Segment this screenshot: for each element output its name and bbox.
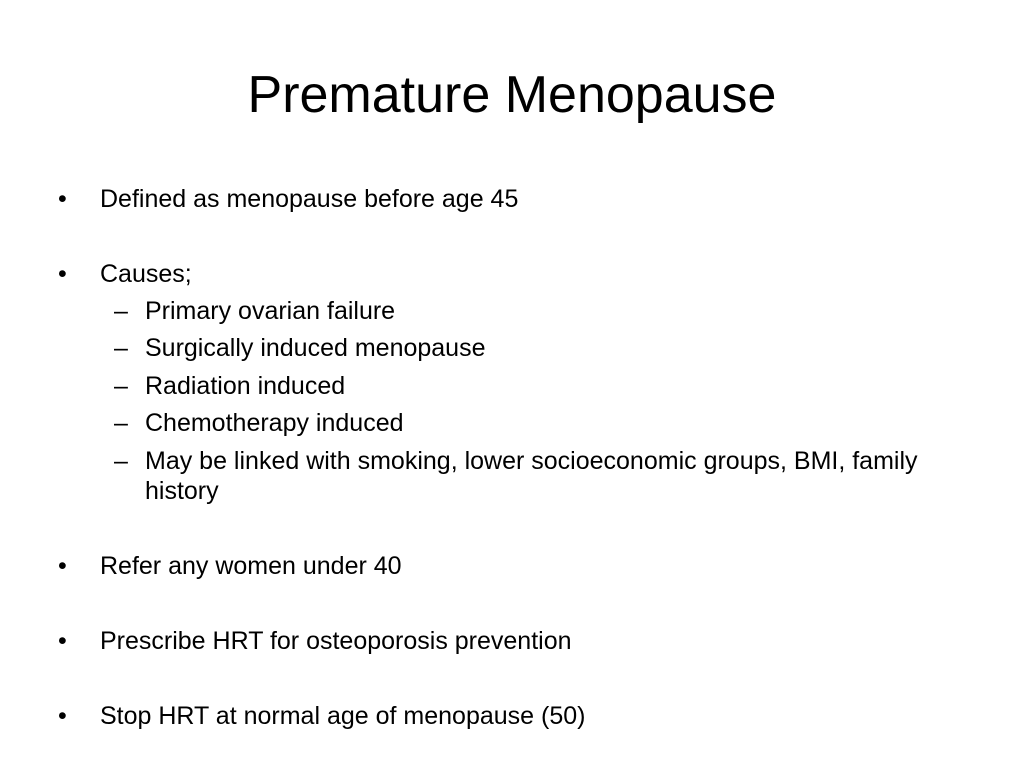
- bullet-icon: •: [58, 702, 67, 730]
- dash-icon: –: [114, 297, 128, 325]
- bullet-icon: •: [58, 260, 67, 288]
- dash-icon: –: [114, 409, 128, 437]
- sub-bullet-text: Primary ovarian failure: [145, 297, 396, 325]
- bullet-text: Refer any women under 40: [100, 552, 402, 580]
- dash-icon: –: [114, 372, 128, 400]
- dash-icon: –: [114, 447, 128, 475]
- slide-title: Premature Menopause: [247, 66, 777, 124]
- bullet-icon: •: [58, 552, 67, 580]
- bullet-icon: •: [58, 627, 67, 655]
- bullet-text: Prescribe HRT for osteoporosis prevention: [100, 627, 572, 655]
- sub-bullet-text: Surgically induced menopause: [145, 334, 486, 362]
- bullet-text: Causes;: [100, 260, 192, 288]
- bullet-text: Stop HRT at normal age of menopause (50): [100, 702, 586, 730]
- sub-bullet-text: Radiation induced: [145, 372, 346, 400]
- bullet-icon: •: [58, 185, 67, 213]
- sub-bullet-text: May be linked with smoking, lower socioeconomic groups, BMI, family history: [145, 447, 918, 505]
- sub-bullet-text: Chemotherapy induced: [145, 409, 404, 437]
- dash-icon: –: [114, 334, 128, 362]
- bullet-text: Defined as menopause before age 45: [100, 185, 519, 213]
